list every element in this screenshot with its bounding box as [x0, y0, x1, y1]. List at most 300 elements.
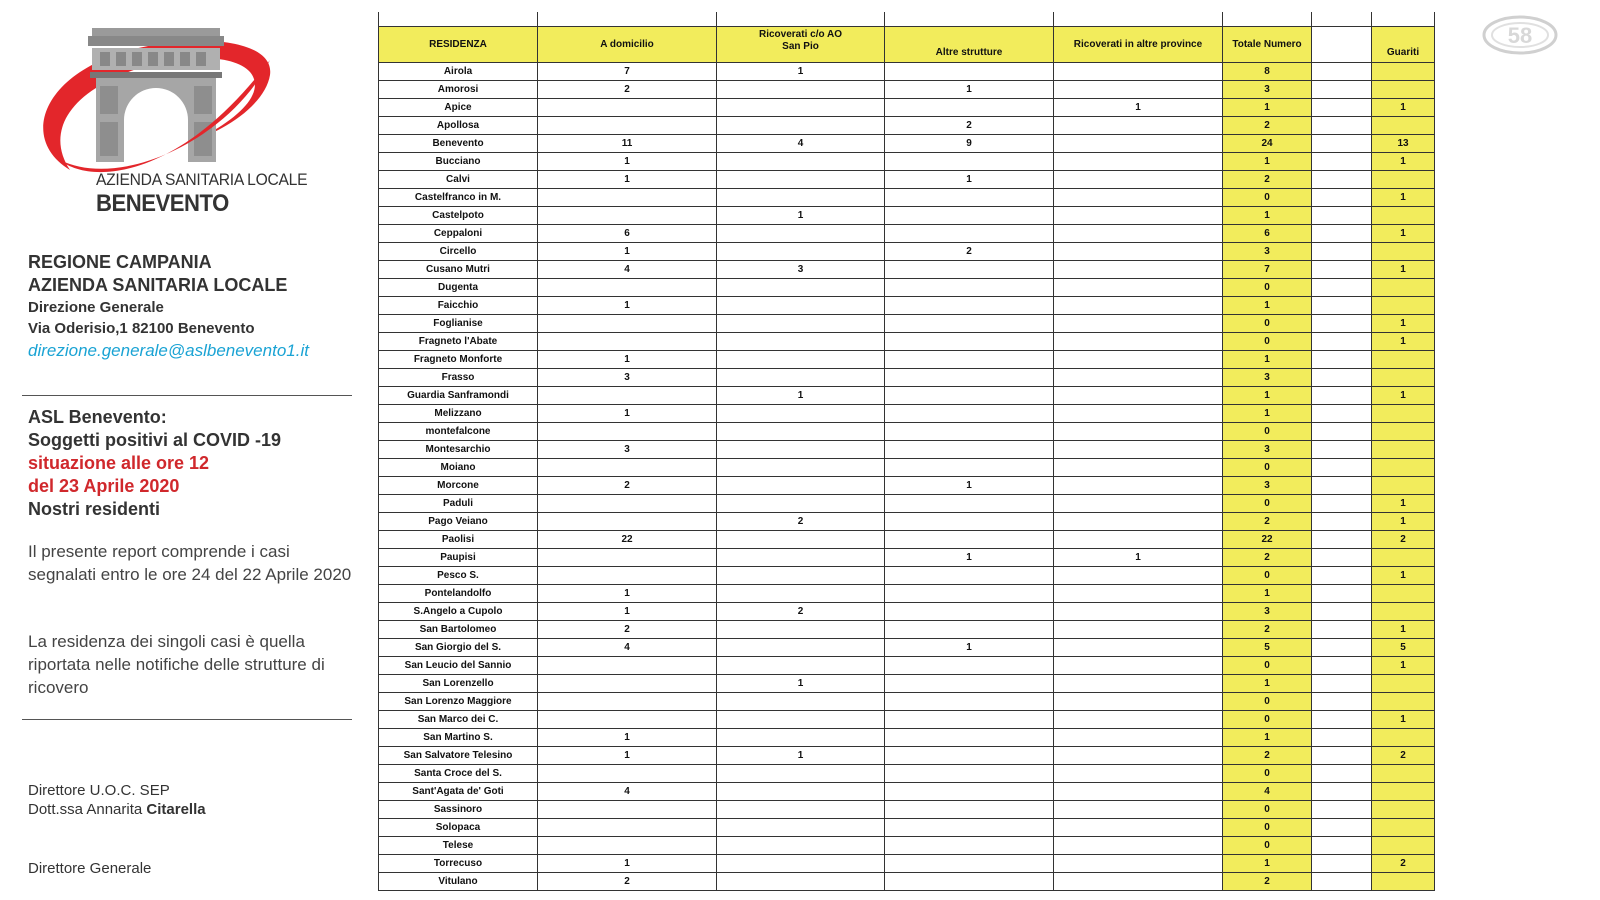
cell-blank [1312, 63, 1372, 81]
cell-altre-strutture [885, 387, 1054, 405]
cell-residenza: San Leucio del Sannio [379, 657, 538, 675]
cell-totale: 5 [1223, 639, 1312, 657]
cell-guariti [1372, 693, 1435, 711]
table-row [379, 711, 1435, 729]
cell-san-pio [717, 585, 885, 603]
cell-blank [1312, 729, 1372, 747]
cell-san-pio: 1 [717, 747, 885, 765]
cell-domicilio: 1 [538, 747, 717, 765]
table-row [379, 657, 1435, 675]
cell-blank [1312, 423, 1372, 441]
cell-residenza: S.Angelo a Cupolo [379, 603, 538, 621]
cell-totale: 7 [1223, 261, 1312, 279]
cell-altre-strutture [885, 333, 1054, 351]
cell-blank [1312, 261, 1372, 279]
cell-residenza: San Bartolomeo [379, 621, 538, 639]
cell-blank [1312, 603, 1372, 621]
cell-altre-strutture [885, 693, 1054, 711]
cell-domicilio [538, 513, 717, 531]
email-link[interactable]: direzione.generale@aslbenevento1.it [28, 341, 309, 360]
covid-cases-table [378, 26, 1435, 891]
cell-domicilio: 1 [538, 243, 717, 261]
cell-blank [1312, 549, 1372, 567]
cell-blank [1312, 693, 1372, 711]
cell-guariti: 2 [1372, 855, 1435, 873]
cell-totale: 0 [1223, 189, 1312, 207]
table-row [379, 675, 1435, 693]
cell-guariti [1372, 405, 1435, 423]
cell-blank [1312, 765, 1372, 783]
cell-guariti [1372, 873, 1435, 891]
cell-altre-province [1054, 801, 1223, 819]
table-row [379, 225, 1435, 243]
table-row [379, 837, 1435, 855]
header-san-pio: Ricoverati c/o AO San Pio [717, 27, 885, 63]
cell-san-pio [717, 369, 885, 387]
cell-altre-province [1054, 189, 1223, 207]
cell-blank [1312, 297, 1372, 315]
sep-role: Direttore U.O.C. SEP [28, 782, 170, 799]
cell-residenza: Castelfranco in M. [379, 189, 538, 207]
cell-residenza: Ceppaloni [379, 225, 538, 243]
cell-altre-province [1054, 657, 1223, 675]
cell-altre-strutture: 1 [885, 549, 1054, 567]
agency-name: AZIENDA SANITARIA LOCALE [28, 275, 288, 295]
table-row [379, 765, 1435, 783]
cell-altre-strutture [885, 531, 1054, 549]
cell-san-pio [717, 99, 885, 117]
cell-san-pio [717, 225, 885, 243]
cell-altre-strutture [885, 585, 1054, 603]
cell-san-pio: 1 [717, 63, 885, 81]
cell-altre-strutture [885, 441, 1054, 459]
cell-altre-province [1054, 639, 1223, 657]
cell-altre-province [1054, 297, 1223, 315]
cell-residenza: Fragneto Monforte [379, 351, 538, 369]
cell-domicilio: 1 [538, 171, 717, 189]
table-row [379, 387, 1435, 405]
cell-blank [1312, 495, 1372, 513]
table-row [379, 639, 1435, 657]
cell-blank [1312, 99, 1372, 117]
cell-altre-strutture [885, 513, 1054, 531]
cell-altre-province [1054, 171, 1223, 189]
cell-domicilio: 1 [538, 297, 717, 315]
cell-domicilio: 1 [538, 585, 717, 603]
cell-altre-province [1054, 531, 1223, 549]
cell-totale: 1 [1223, 675, 1312, 693]
cell-domicilio [538, 495, 717, 513]
report-title-block [28, 406, 363, 521]
cell-altre-strutture [885, 351, 1054, 369]
cell-altre-province [1054, 351, 1223, 369]
cell-domicilio: 4 [538, 639, 717, 657]
cell-domicilio [538, 819, 717, 837]
cell-residenza: Sassinoro [379, 801, 538, 819]
cell-totale: 2 [1223, 513, 1312, 531]
cell-residenza: Morcone [379, 477, 538, 495]
left-panel [0, 0, 370, 900]
cell-altre-strutture: 1 [885, 81, 1054, 99]
cell-altre-strutture [885, 279, 1054, 297]
watermark-text: 58 [1507, 23, 1533, 48]
table-row [379, 621, 1435, 639]
cell-guariti [1372, 243, 1435, 261]
cell-domicilio: 11 [538, 135, 717, 153]
cell-guariti: 1 [1372, 567, 1435, 585]
table-row [379, 63, 1435, 81]
cell-guariti [1372, 441, 1435, 459]
cell-domicilio [538, 657, 717, 675]
cell-altre-strutture [885, 711, 1054, 729]
cell-residenza: Benevento [379, 135, 538, 153]
cell-san-pio [717, 117, 885, 135]
cell-domicilio: 1 [538, 603, 717, 621]
cell-guariti: 1 [1372, 711, 1435, 729]
table-top-stubs [378, 12, 1438, 26]
cell-domicilio: 2 [538, 81, 717, 99]
cell-blank [1312, 243, 1372, 261]
cell-san-pio [717, 693, 885, 711]
cell-guariti [1372, 603, 1435, 621]
cell-blank [1312, 135, 1372, 153]
cell-san-pio [717, 495, 885, 513]
cell-residenza: Paupisi [379, 549, 538, 567]
cell-altre-province [1054, 693, 1223, 711]
cell-guariti: 5 [1372, 639, 1435, 657]
cell-blank [1312, 873, 1372, 891]
cell-residenza: Castelpoto [379, 207, 538, 225]
cell-guariti [1372, 171, 1435, 189]
cell-san-pio [717, 819, 885, 837]
cell-residenza: Solopaca [379, 819, 538, 837]
cell-totale: 0 [1223, 693, 1312, 711]
table-row [379, 801, 1435, 819]
header-guariti: Guariti [1372, 27, 1435, 63]
cell-totale: 0 [1223, 837, 1312, 855]
cell-residenza: Melizzano [379, 405, 538, 423]
cell-domicilio [538, 315, 717, 333]
table-row [379, 855, 1435, 873]
cell-altre-strutture [885, 315, 1054, 333]
cell-altre-province [1054, 819, 1223, 837]
cell-san-pio [717, 621, 885, 639]
cell-altre-province [1054, 675, 1223, 693]
cell-san-pio [717, 639, 885, 657]
table-header-row [379, 27, 1435, 63]
sep-director [28, 781, 206, 819]
cell-guariti [1372, 459, 1435, 477]
cell-residenza: Bucciano [379, 153, 538, 171]
cell-guariti: 1 [1372, 189, 1435, 207]
cell-residenza: Pontelandolfo [379, 585, 538, 603]
cell-altre-strutture [885, 765, 1054, 783]
cell-san-pio: 2 [717, 513, 885, 531]
table-row [379, 81, 1435, 99]
cell-san-pio: 1 [717, 675, 885, 693]
cell-altre-strutture [885, 423, 1054, 441]
cell-altre-strutture [885, 567, 1054, 585]
cell-san-pio [717, 189, 885, 207]
table-row [379, 567, 1435, 585]
cell-residenza: Paolisi [379, 531, 538, 549]
cell-totale: 1 [1223, 99, 1312, 117]
cell-altre-strutture: 9 [885, 135, 1054, 153]
organization-block [28, 251, 363, 362]
cell-totale: 0 [1223, 819, 1312, 837]
table-row [379, 693, 1435, 711]
table-row [379, 261, 1435, 279]
cell-guariti [1372, 585, 1435, 603]
header-residenza: RESIDENZA [379, 27, 538, 63]
cell-guariti [1372, 729, 1435, 747]
divider [22, 395, 352, 396]
cell-altre-province [1054, 837, 1223, 855]
cell-altre-province [1054, 315, 1223, 333]
cell-domicilio: 2 [538, 873, 717, 891]
table-row [379, 585, 1435, 603]
cell-blank [1312, 207, 1372, 225]
address: Via Oderisio,1 82100 Benevento [28, 320, 255, 337]
general-director [28, 859, 151, 878]
cell-blank [1312, 783, 1372, 801]
cell-altre-province [1054, 459, 1223, 477]
cell-domicilio [538, 567, 717, 585]
cell-guariti: 1 [1372, 225, 1435, 243]
cell-domicilio [538, 837, 717, 855]
table-row [379, 153, 1435, 171]
cell-altre-province [1054, 261, 1223, 279]
cell-blank [1312, 477, 1372, 495]
cell-altre-strutture [885, 261, 1054, 279]
cell-totale: 2 [1223, 117, 1312, 135]
cell-totale: 0 [1223, 765, 1312, 783]
cell-san-pio [717, 459, 885, 477]
cell-san-pio [717, 855, 885, 873]
cell-totale: 1 [1223, 351, 1312, 369]
cell-totale: 22 [1223, 531, 1312, 549]
channel-58-logo-icon [1480, 12, 1560, 58]
cell-altre-province [1054, 423, 1223, 441]
cell-totale: 1 [1223, 387, 1312, 405]
table-row [379, 747, 1435, 765]
cell-blank [1312, 351, 1372, 369]
cell-altre-province [1054, 369, 1223, 387]
cell-domicilio [538, 117, 717, 135]
cell-totale: 3 [1223, 369, 1312, 387]
cell-guariti [1372, 207, 1435, 225]
cell-domicilio: 1 [538, 729, 717, 747]
cell-altre-province [1054, 603, 1223, 621]
cell-altre-strutture [885, 783, 1054, 801]
cell-residenza: San Lorenzo Maggiore [379, 693, 538, 711]
cell-totale: 2 [1223, 171, 1312, 189]
cell-guariti [1372, 297, 1435, 315]
cell-totale: 3 [1223, 477, 1312, 495]
cell-altre-strutture [885, 63, 1054, 81]
cell-totale: 2 [1223, 873, 1312, 891]
table-row [379, 99, 1435, 117]
cell-guariti: 1 [1372, 657, 1435, 675]
cell-domicilio [538, 423, 717, 441]
cell-altre-strutture [885, 873, 1054, 891]
cell-altre-strutture [885, 603, 1054, 621]
cell-residenza: Sant'Agata de' Goti [379, 783, 538, 801]
cell-guariti: 13 [1372, 135, 1435, 153]
cell-san-pio [717, 765, 885, 783]
cell-guariti: 2 [1372, 531, 1435, 549]
cell-altre-strutture [885, 405, 1054, 423]
cell-totale: 0 [1223, 333, 1312, 351]
cell-totale: 0 [1223, 495, 1312, 513]
cell-san-pio [717, 441, 885, 459]
cell-san-pio [717, 405, 885, 423]
cell-guariti: 1 [1372, 333, 1435, 351]
table-row [379, 369, 1435, 387]
cell-residenza: Moiano [379, 459, 538, 477]
cell-altre-province [1054, 81, 1223, 99]
cell-domicilio [538, 279, 717, 297]
cell-domicilio [538, 207, 717, 225]
cell-residenza: Montesarchio [379, 441, 538, 459]
cell-totale: 0 [1223, 279, 1312, 297]
cell-domicilio: 1 [538, 351, 717, 369]
cell-san-pio [717, 279, 885, 297]
cell-altre-province [1054, 567, 1223, 585]
report-title-1: ASL Benevento: [28, 407, 167, 427]
cell-altre-province [1054, 477, 1223, 495]
cell-guariti: 1 [1372, 387, 1435, 405]
report-note-2: La residenza dei singoli casi è quella riportata nelle notifiche delle strutture di ricovero [28, 632, 325, 697]
cell-blank [1312, 711, 1372, 729]
cell-san-pio [717, 171, 885, 189]
table-row [379, 189, 1435, 207]
table-row [379, 459, 1435, 477]
cell-san-pio [717, 801, 885, 819]
table-row [379, 531, 1435, 549]
cell-altre-province [1054, 279, 1223, 297]
cell-altre-strutture [885, 207, 1054, 225]
cell-domicilio [538, 189, 717, 207]
cell-residenza: San Martino S. [379, 729, 538, 747]
cell-altre-province [1054, 117, 1223, 135]
logo-line2: BENEVENTO [96, 190, 229, 217]
cell-blank [1312, 531, 1372, 549]
cell-residenza: Telese [379, 837, 538, 855]
table-row [379, 477, 1435, 495]
logo-line1: AZIENDA SANITARIA LOCALE [96, 170, 308, 189]
cell-altre-strutture: 2 [885, 243, 1054, 261]
cell-residenza: Frasso [379, 369, 538, 387]
cell-residenza: Foglianise [379, 315, 538, 333]
cell-domicilio: 22 [538, 531, 717, 549]
header-blank [1312, 27, 1372, 63]
cell-residenza: Apice [379, 99, 538, 117]
cell-domicilio [538, 387, 717, 405]
cell-guariti [1372, 819, 1435, 837]
cell-altre-province [1054, 873, 1223, 891]
table-row [379, 351, 1435, 369]
cell-residenza: Pesco S. [379, 567, 538, 585]
cell-altre-strutture [885, 747, 1054, 765]
cell-altre-strutture: 1 [885, 639, 1054, 657]
cell-domicilio [538, 693, 717, 711]
table-row [379, 405, 1435, 423]
cell-altre-strutture: 2 [885, 117, 1054, 135]
cell-san-pio [717, 567, 885, 585]
dg-role: Direttore Generale [28, 860, 152, 877]
table-row [379, 297, 1435, 315]
cell-domicilio: 4 [538, 783, 717, 801]
cell-domicilio [538, 801, 717, 819]
cell-blank [1312, 405, 1372, 423]
cell-domicilio [538, 675, 717, 693]
cell-san-pio [717, 477, 885, 495]
cell-san-pio [717, 549, 885, 567]
table-row [379, 873, 1435, 891]
cell-blank [1312, 81, 1372, 99]
cell-blank [1312, 585, 1372, 603]
cell-totale: 0 [1223, 801, 1312, 819]
cell-totale: 2 [1223, 621, 1312, 639]
cell-altre-province [1054, 783, 1223, 801]
cell-domicilio: 2 [538, 477, 717, 495]
cell-totale: 4 [1223, 783, 1312, 801]
cell-blank [1312, 387, 1372, 405]
cell-san-pio [717, 315, 885, 333]
cell-altre-strutture [885, 729, 1054, 747]
cell-san-pio: 3 [717, 261, 885, 279]
cell-blank [1312, 819, 1372, 837]
header-altre-strutture: Altre strutture [885, 27, 1054, 63]
cell-blank [1312, 837, 1372, 855]
cell-residenza: San Salvatore Telesino [379, 747, 538, 765]
cell-domicilio: 7 [538, 63, 717, 81]
cell-altre-province [1054, 135, 1223, 153]
cell-domicilio: 4 [538, 261, 717, 279]
cell-altre-strutture [885, 369, 1054, 387]
table-row [379, 441, 1435, 459]
cell-blank [1312, 369, 1372, 387]
cell-domicilio: 1 [538, 405, 717, 423]
cell-altre-strutture [885, 837, 1054, 855]
cell-blank [1312, 621, 1372, 639]
cell-domicilio: 1 [538, 855, 717, 873]
cell-altre-strutture [885, 801, 1054, 819]
cell-residenza: San Giorgio del S. [379, 639, 538, 657]
cell-san-pio [717, 837, 885, 855]
table-row [379, 207, 1435, 225]
cell-altre-province: 1 [1054, 99, 1223, 117]
cell-altre-province [1054, 711, 1223, 729]
cell-guariti: 1 [1372, 315, 1435, 333]
cell-san-pio [717, 351, 885, 369]
cell-residenza: montefalcone [379, 423, 538, 441]
table-row [379, 423, 1435, 441]
cell-guariti: 1 [1372, 621, 1435, 639]
cell-san-pio [717, 423, 885, 441]
cell-totale: 3 [1223, 243, 1312, 261]
cell-totale: 2 [1223, 747, 1312, 765]
cell-san-pio: 2 [717, 603, 885, 621]
cell-blank [1312, 315, 1372, 333]
cell-blank [1312, 567, 1372, 585]
cell-blank [1312, 189, 1372, 207]
cell-san-pio [717, 81, 885, 99]
cell-altre-province [1054, 333, 1223, 351]
cell-guariti [1372, 801, 1435, 819]
cell-guariti [1372, 351, 1435, 369]
